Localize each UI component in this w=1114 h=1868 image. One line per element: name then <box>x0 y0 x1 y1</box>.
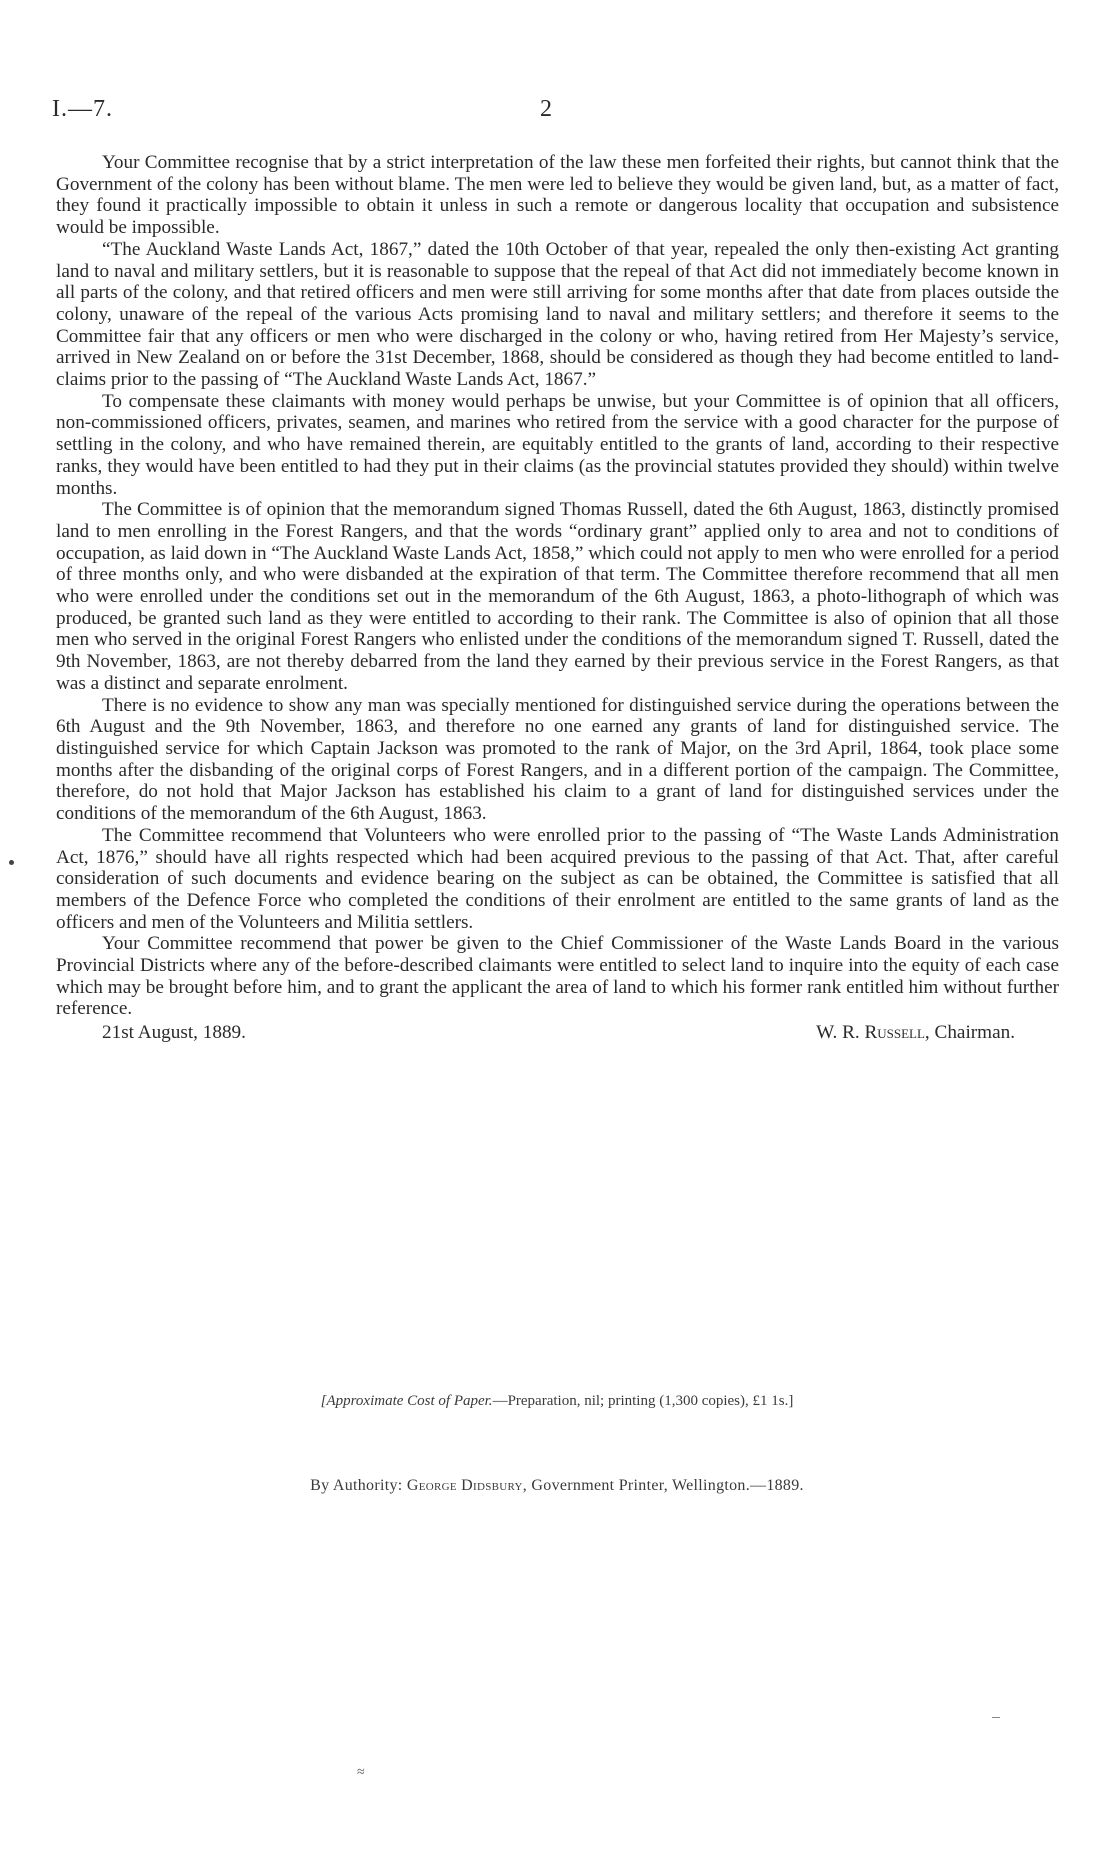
paragraph-blame: Your Committee recognise that by a strict interpretation of the law these men forfeited their rights, but cannot think that the Government of the colony has been without blame. The men were led to believe they would be given land, but, as a matter of fact, they found it practically impossible to obtain it unless in such a remote or dangerous locality that occupation and subsistence would be impossible. <box>56 152 1059 239</box>
signatory-title: Chairman. <box>934 1022 1015 1044</box>
paragraph-distinguished-service: There is no evidence to show any man was specially mentioned for distinguished service during the operations between the 6th August and the 9th November, 1863, and therefore no one earned any grants of land for distinguished service. The distinguished service for which Captain Jackson was promoted to the rank of Major, on the 3rd April, 1864, took place some months after the disbanding of the original corps of Forest Rangers, and in a different portion of the campaign. The Committee, therefore, do not hold that Major Jackson has established his claim to a grant of land for distinguished services under the conditions of the memorandum of the 6th August, 1863. <box>56 694 1059 825</box>
signoff-date: 21st August, 1889. <box>102 1022 246 1044</box>
cost-note-label: [Approximate Cost of Paper. <box>320 1393 493 1409</box>
printer-name: George Didsbury, <box>406 1477 528 1494</box>
page-header <box>52 96 1052 126</box>
paragraph-volunteers: The Committee recommend that Volunteers who were enrolled prior to the passing of “The Waste Lands Administration Act, 1876,” should have all rights respected which had been acquired previous to the passing of that Act. That, after careful consideration of such documents and evidence bearing on the subject as can be obtained, the Committee is satisfied that all members of the Defence Force who completed the conditions of their enrolment are entitled to the same grants of land as the officers and men of the Volunteers and Militia settlers. <box>56 824 1059 933</box>
report-body <box>56 152 1059 1046</box>
stray-tick-mark <box>992 1717 1000 1718</box>
signatory-name: W. R. Russell, <box>816 1022 930 1044</box>
margin-dot-mark <box>9 860 14 865</box>
paragraph-compensation: To compensate these claimants with money would perhaps be unwise, but your Committee is of opinion that all officers, non-commissioned officers, privates, seamen, and marines who retired from the service with a good character for the purpose of settling in the colony, and who have remained therein, are equitably entitled to the grants of land, according to their respective ranks, they would have been entitled to had they put in their claims (as the provincial statutes provided they should) within twelve months. <box>56 390 1059 499</box>
paragraph-forest-rangers-memorandum: The Committee is of opinion that the memorandum signed Thomas Russell, dated the 6th August, 1863, distinctly promised land to men enrolling in the Forest Rangers, and that the words “ordinary grant” applied only to area and not to conditions of occupation, as laid down in “The Auckland Waste Lands Act, 1858,” which could not apply to men who were enrolled for a period of three months only, and who were disbanded at the expiration of that term. The Committee therefore recommend that all men who were enrolled under the conditions set out in the memorandum of the 6th August, 1863, a photo-lithograph of which was produced, be granted such land as they were entitled to according to their rank. The Committee is also of opinion that all those men who served in the original Forest Rangers who enlisted under the conditions of the memorandum signed T. Russell, dated the 9th November, 1863, are not thereby debarred from the land they earned by their previous service in the Forest Rangers, as that was a distinct and separate enrolment. <box>56 499 1059 694</box>
paragraph-waste-lands-act-1867: “The Auckland Waste Lands Act, 1867,” dated the 10th October of that year, repealed the only then-existing Act granting land to naval and military settlers, but it is reasonable to suppose that the repeal of that Act did not immediately become known in all parts of the colony, and that retired officers and men were still arriving for some months after that date from places outside the colony, unaware of the repeal of the various Acts promising land to naval and military settlers; and therefore it seems to the Committee fair that any officers or men who were discharged in the colony or who, having retired from Her Majesty’s service, arrived in New Zealand on or before the 31st December, 1868, should be considered as though they had become entitled to land-claims prior to the passing of “The Auckland Waste Lands Act, 1867.” <box>56 238 1059 391</box>
paragraph-chief-commissioner: Your Committee recommend that power be given to the Chief Commissioner of the Waste Lands Board in the various Provincial Districts where any of the before-described claimants were entitled to select land to inquire into the equity of each case which may be brought before him, and to grant the applicant the area of land to which his former rank entitled him without further reference. <box>56 933 1059 1020</box>
cost-of-paper-note <box>0 1393 1114 1410</box>
stray-ink-mark-icon: ≈ <box>357 1765 365 1780</box>
cost-note-details: —Preparation, nil; printing (1,300 copies), £1 1s.] <box>492 1393 794 1409</box>
document-reference: I.—7. <box>52 96 113 122</box>
signoff <box>56 1022 1059 1046</box>
imprint-suffix: Government Printer, Wellington.—1889. <box>531 1477 804 1494</box>
signature <box>816 1022 1015 1044</box>
page-number: 2 <box>540 96 552 122</box>
printer-imprint <box>0 1477 1114 1495</box>
imprint-prefix: By Authority: <box>310 1477 403 1494</box>
